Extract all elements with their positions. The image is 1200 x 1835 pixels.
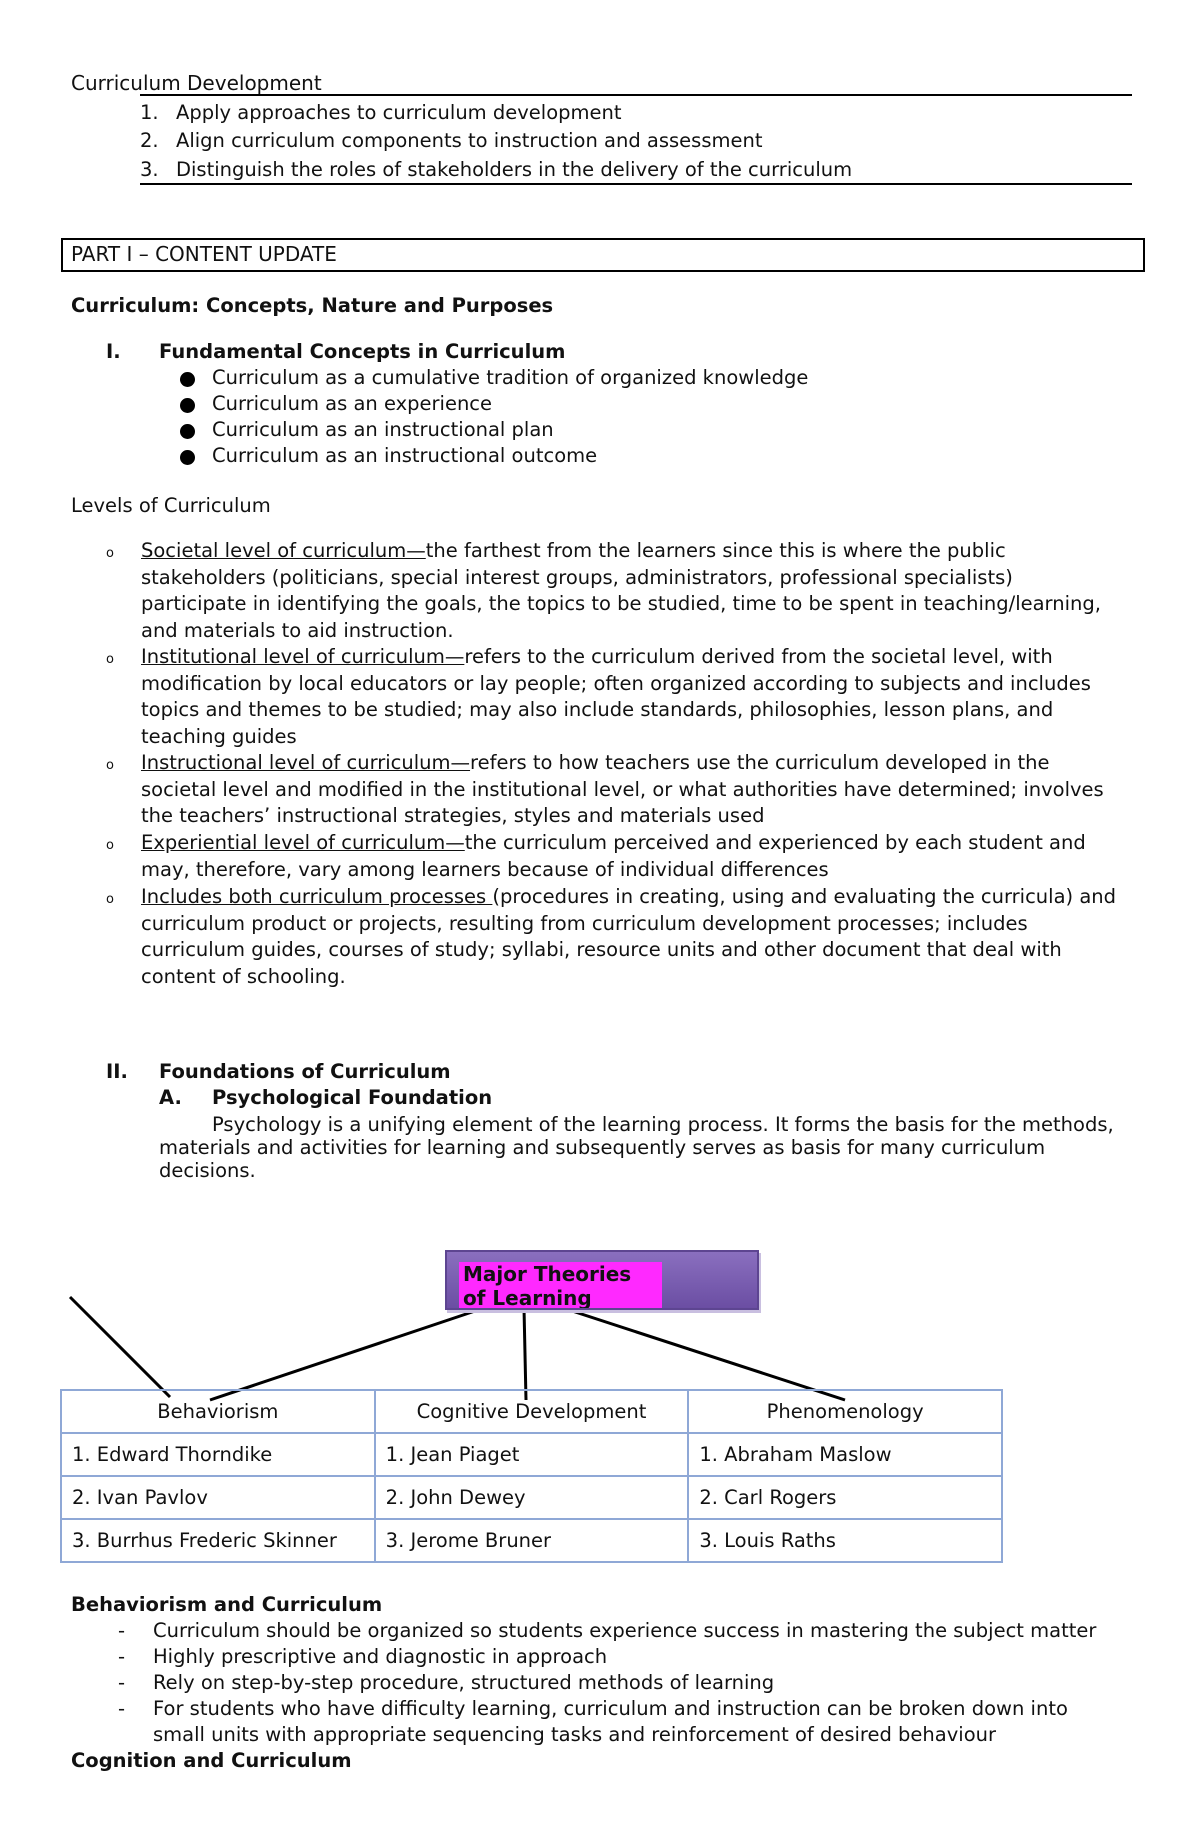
objective-number: 2. xyxy=(140,129,159,152)
psychological-foundation-heading: Psychological Foundation xyxy=(212,1086,493,1109)
table-row xyxy=(61,1476,1002,1519)
objective-number: 1. xyxy=(140,101,159,124)
theories-table xyxy=(60,1389,1003,1563)
paragraph-line: materials and activities for learning and subsequently serves as basis for many curriculum xyxy=(159,1136,1046,1159)
level-description: societal level and modified in the institutional level, or what authorities have determined; involves xyxy=(141,778,1104,801)
table-cell: 1. Edward Thorndike xyxy=(61,1433,375,1476)
list-item: Curriculum as an experience xyxy=(212,392,493,415)
fundamental-concepts-heading: Fundamental Concepts in Curriculum xyxy=(159,340,566,363)
major-theories-title: Major Theories of Learning xyxy=(459,1262,662,1310)
paragraph-line: decisions. xyxy=(159,1159,256,1182)
table-cell: 2. John Dewey xyxy=(375,1476,689,1519)
list-item: Curriculum as an instructional plan xyxy=(212,418,554,441)
level-description: teaching guides xyxy=(141,725,297,748)
table-cell: 3. Jerome Bruner xyxy=(375,1519,689,1562)
cognition-heading: Cognition and Curriculum xyxy=(71,1749,352,1772)
level-description: participate in identifying the goals, the topics to be studied, time to be spent in teaching/learning, xyxy=(141,592,1101,615)
connector-line xyxy=(563,1308,845,1400)
roman-numeral: II. xyxy=(106,1060,128,1083)
objective-text: Align curriculum components to instruction and assessment xyxy=(176,129,763,152)
table-row xyxy=(61,1519,1002,1562)
table-cell: 3. Burrhus Frederic Skinner xyxy=(61,1519,375,1562)
circle-bullet: o xyxy=(106,546,114,561)
level-description: may, therefore, vary among learners because of individual differences xyxy=(141,858,829,881)
dash-bullet: - xyxy=(118,1619,126,1642)
objective-text: Apply approaches to curriculum development xyxy=(176,101,622,124)
connector-line xyxy=(524,1308,526,1400)
table-cell: 1. Jean Piaget xyxy=(375,1433,689,1476)
sub-letter: A. xyxy=(159,1086,182,1109)
paragraph-line: Psychology is a unifying element of the learning process. It forms the basis for the methods, xyxy=(212,1113,1114,1136)
level-term: Societal level of curriculum— xyxy=(141,539,426,562)
level-description: the curriculum perceived and experienced by each student and xyxy=(464,831,1086,854)
document-title: Curriculum Development xyxy=(71,71,322,95)
foundations-heading: Foundations of Curriculum xyxy=(159,1060,451,1083)
column-header: Phenomenology xyxy=(688,1390,1002,1433)
table-cell: 1. Abraham Maslow xyxy=(688,1433,1002,1476)
part-one-label: PART I – CONTENT UPDATE xyxy=(71,242,337,266)
circle-bullet: o xyxy=(106,838,114,853)
level-description: refers to how teachers use the curriculum developed in the xyxy=(470,751,1050,774)
section-title: Curriculum: Concepts, Nature and Purposes xyxy=(71,294,554,317)
behaviorism-heading: Behaviorism and Curriculum xyxy=(71,1593,383,1616)
list-item: Curriculum should be organized so students experience success in mastering the subject matter xyxy=(153,1619,1097,1642)
list-item: Curriculum as a cumulative tradition of organized knowledge xyxy=(212,366,809,389)
level-description: (procedures in creating, using and evaluating the curricula) and xyxy=(492,885,1117,908)
table-cell: 2. Ivan Pavlov xyxy=(61,1476,375,1519)
major-theories-box xyxy=(445,1250,759,1310)
level-description: content of schooling. xyxy=(141,965,346,988)
level-term: Includes both curriculum processes xyxy=(141,885,493,908)
column-header: Cognitive Development xyxy=(375,1390,689,1433)
connector-line xyxy=(210,1308,484,1400)
roman-numeral: I. xyxy=(106,340,121,363)
circle-bullet: o xyxy=(106,892,114,907)
list-item: Rely on step-by-step procedure, structured methods of learning xyxy=(153,1671,775,1694)
table-cell: 3. Louis Raths xyxy=(688,1519,1002,1562)
objective-text: Distinguish the roles of stakeholders in the delivery of the curriculum xyxy=(176,158,853,181)
list-item: Curriculum as an instructional outcome xyxy=(212,444,598,467)
level-description: modification by local educators or lay people; often organized according to subjects and includes xyxy=(141,672,1091,695)
level-description: topics and themes to be studied; may also include standards, philosophies, lesson plans, and xyxy=(141,698,1054,721)
column-header: Behaviorism xyxy=(61,1390,375,1433)
level-description: stakeholders (politicians, special interest groups, administrators, professional specialists) xyxy=(141,566,1013,589)
table-cell: 2. Carl Rogers xyxy=(688,1476,1002,1519)
list-item: For students who have difficulty learning, curriculum and instruction can be broken down into xyxy=(153,1697,1068,1720)
levels-heading: Levels of Curriculum xyxy=(71,494,271,517)
dash-bullet: - xyxy=(118,1697,126,1720)
level-description: curriculum product or projects, resulting from curriculum development processes; includes xyxy=(141,912,1028,935)
dash-bullet: - xyxy=(118,1645,126,1668)
list-item-continued: small units with appropriate sequencing tasks and reinforcement of desired behaviour xyxy=(153,1723,997,1746)
connector-line xyxy=(70,1297,170,1397)
level-description: the farthest from the learners since this is where the public xyxy=(425,539,1006,562)
circle-bullet: o xyxy=(106,652,114,667)
level-term: Instructional level of curriculum— xyxy=(141,751,471,774)
table-row xyxy=(61,1433,1002,1476)
level-description: and materials to aid instruction. xyxy=(141,619,454,642)
level-description: the teachers’ instructional strategies, styles and materials used xyxy=(141,804,765,827)
objective-number: 3. xyxy=(140,158,159,181)
list-item: Highly prescriptive and diagnostic in approach xyxy=(153,1645,608,1668)
circle-bullet: o xyxy=(106,758,114,773)
level-description: curriculum guides, courses of study; syllabi, resource units and other document that deal with xyxy=(141,938,1062,961)
dash-bullet: - xyxy=(118,1671,126,1694)
level-term: Institutional level of curriculum— xyxy=(141,645,465,668)
level-term: Experiential level of curriculum— xyxy=(141,831,465,854)
table-header-row xyxy=(61,1390,1002,1433)
level-description: refers to the curriculum derived from the societal level, with xyxy=(464,645,1053,668)
